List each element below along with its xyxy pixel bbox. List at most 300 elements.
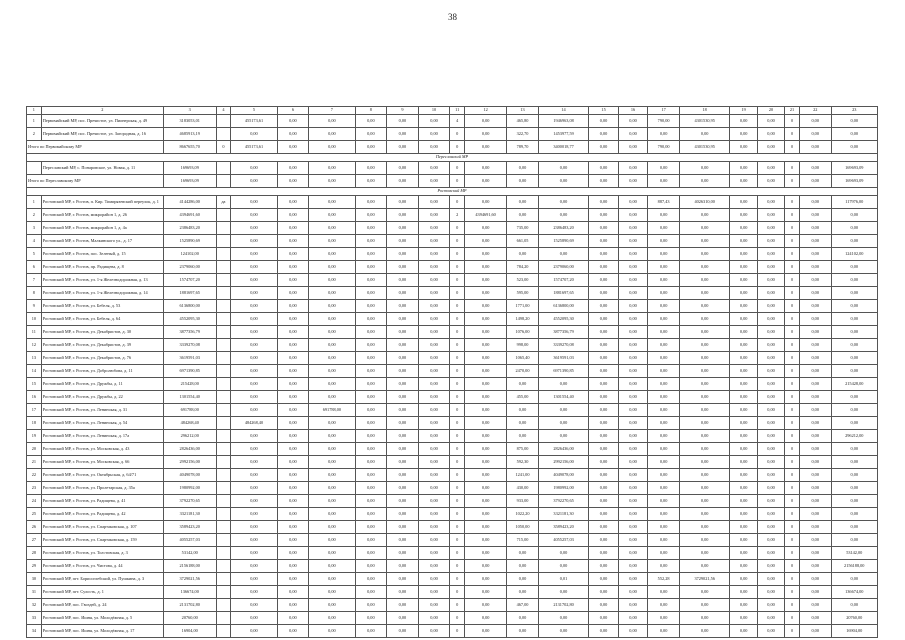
table-cell: 0 [785,162,800,175]
table-cell: 19 [27,430,42,443]
table-cell: 0,00 [679,128,730,141]
table-cell: 0,00 [355,365,387,378]
table-cell: 0,00 [831,222,877,235]
table-cell: 0,00 [679,443,730,456]
table-cell: 124102,00 [831,248,877,261]
table-cell: 0,00 [277,352,309,365]
table-cell: 0,00 [679,391,730,404]
table-cell: 0,00 [679,521,730,534]
table-cell: 0 [450,404,465,417]
table-cell: 0,00 [831,287,877,300]
table-cell: 0,00 [418,599,450,612]
table-cell: 0,00 [757,508,784,521]
table-cell: 2386483,20 [163,222,216,235]
table-cell: 0,00 [418,612,450,625]
table-cell: 32 [27,599,42,612]
table-cell: 0,00 [309,391,355,404]
table-cell: 0 [450,365,465,378]
table-cell: 0,00 [589,586,618,599]
table-cell: 1574707,20 [538,274,589,287]
table-cell: 0,00 [648,625,680,638]
table-cell: 0,00 [799,560,831,573]
table-cell: 6136800,00 [163,300,216,313]
table-cell: 0,00 [831,300,877,313]
address-cell: Ростовский МР, г. Ростов, ул. Чистова, д. 44 [41,560,163,573]
table-cell: 0,00 [387,521,419,534]
table-cell: 0,00 [799,209,831,222]
table-cell: 0,00 [277,521,309,534]
table-cell: 0,00 [679,222,730,235]
table-cell: 3339270,08 [163,339,216,352]
address-cell: Ростовский МР, г. Ростов, пр. Радищева, д. 8 [41,261,163,274]
total-cell: 0,00 [799,175,831,188]
table-cell [216,287,231,300]
table-cell: 0 [785,222,800,235]
table-cell: 0,00 [730,235,757,248]
table-cell: 0,00 [387,196,419,209]
table-cell: 0 [450,612,465,625]
table-cell: 0,00 [277,534,309,547]
table-cell: 592,30 [507,456,539,469]
table-cell: 0,00 [799,261,831,274]
address-cell: Переславский МР, с. Понаровское, ул. Новая, д. 11 [41,162,163,175]
table-cell: 6136800,00 [538,300,589,313]
table-cell: 6 [27,261,42,274]
table-cell: 0,00 [418,417,450,430]
table-cell [216,417,231,430]
table-cell: 0,00 [589,482,618,495]
total-cell: 0,00 [231,175,277,188]
table-cell: 0 [785,547,800,560]
table-cell: 0,00 [799,430,831,443]
table-cell: 0 [450,261,465,274]
table-cell: 0,00 [465,287,507,300]
table-cell: 0 [785,443,800,456]
table-cell: 0,00 [648,162,680,175]
table-cell: 0,00 [730,313,757,326]
table-cell: 0,00 [418,482,450,495]
table-cell: 0,00 [589,274,618,287]
table-cell: 3183053,01 [163,115,216,128]
table-cell: 0,00 [757,196,784,209]
table-row [27,586,878,599]
table-cell: 15 [27,378,42,391]
table-cell: 3589423,20 [538,521,589,534]
table-cell: 0,00 [309,248,355,261]
table-cell: 0,00 [355,404,387,417]
table-cell: 0,00 [799,378,831,391]
table-cell: 0,00 [538,404,589,417]
table-cell: 0 [450,417,465,430]
table-cell: 1771,00 [507,300,539,313]
table-cell: 0 [785,599,800,612]
table-cell: 0 [450,495,465,508]
total-cell: 0 [450,175,465,188]
table-cell: 0,00 [355,287,387,300]
table-cell: 0 [450,162,465,175]
table-cell: 0,00 [799,599,831,612]
column-number: 3 [163,107,216,115]
table-cell: 6971390,85 [538,365,589,378]
table-cell: 0,00 [355,222,387,235]
table-cell [216,365,231,378]
table-cell: 0,00 [831,456,877,469]
table-cell: 0,00 [799,326,831,339]
section-header-row [27,188,878,196]
table-cell: 0,00 [418,313,450,326]
table-cell: 0,00 [730,417,757,430]
page-number: 38 [448,12,457,22]
table-cell: 0,00 [618,599,647,612]
table-cell: 0,00 [355,586,387,599]
table-cell: 0 [450,128,465,141]
table-cell: 0 [785,352,800,365]
total-cell: 0 [785,141,800,154]
table-cell: 0,00 [507,404,539,417]
table-cell: 0,00 [309,560,355,573]
table-cell: 0,00 [507,417,539,430]
table-cell: 0,00 [589,560,618,573]
table-cell: 215428,00 [163,378,216,391]
table-cell: 1301554,40 [163,391,216,404]
address-cell: Ростовский МР, г. Ростов, ул. Толстовская, д. 3 [41,547,163,560]
table-cell [216,313,231,326]
table-cell: 0,00 [589,339,618,352]
table-cell: 0,00 [387,469,419,482]
table-cell: 0,00 [507,612,539,625]
table-cell: 8 [27,287,42,300]
table-cell: 3339270,08 [538,339,589,352]
table-cell: 0,00 [618,326,647,339]
table-cell: 0,00 [231,508,277,521]
table-cell: 0,00 [418,339,450,352]
table-cell: 0 [785,248,800,261]
table-cell: 0,00 [277,599,309,612]
table-cell: 0,00 [538,196,589,209]
table-cell: 0,00 [355,248,387,261]
table-cell: 0,00 [679,313,730,326]
table-cell: 0,00 [387,495,419,508]
table-cell: 0,00 [309,162,355,175]
table-cell: 2156188,00 [831,560,877,573]
table-cell: 0,00 [618,365,647,378]
column-number: 23 [831,107,877,115]
table-cell: 0,00 [231,521,277,534]
table-cell: 0,00 [799,625,831,638]
table-cell: 0,00 [730,469,757,482]
table-cell: 0,00 [730,261,757,274]
table-cell: 0 [450,547,465,560]
table-cell: 0,00 [799,196,831,209]
table-cell: 0,00 [618,261,647,274]
table-cell: 0,00 [730,612,757,625]
table-cell: 4552095,30 [538,313,589,326]
table-cell: 0,00 [418,274,450,287]
table-row [27,313,878,326]
table-cell: 0,00 [355,469,387,482]
table-cell: 0,00 [355,339,387,352]
table-cell [216,599,231,612]
address-cell: Ростовский МР, г. Ростов, ул. Ленинская, д. 31 [41,404,163,417]
table-cell: 0,00 [387,274,419,287]
table-row [27,248,878,261]
table-cell: 0,00 [309,430,355,443]
table-cell: 12 [27,339,42,352]
column-number: 22 [799,107,831,115]
table-cell: 2 [27,128,42,141]
table-row [27,326,878,339]
column-number-row [27,107,878,115]
table-cell: 0,00 [231,430,277,443]
table-cell: 0 [785,417,800,430]
table-cell [216,115,231,128]
table-cell: 0,00 [355,547,387,560]
table-cell: 0,00 [648,495,680,508]
table-cell: 2992156,00 [163,456,216,469]
table-cell: 0,00 [277,547,309,560]
table-cell: 20 [27,443,42,456]
table-cell: 0,00 [231,547,277,560]
table-cell: 0,00 [277,469,309,482]
column-number: 11 [450,107,465,115]
address-cell: Ростовский МР, г. Ростов, микрорайон 1, д. 26 [41,209,163,222]
table-cell: 0,00 [309,365,355,378]
table-cell: 0 [785,430,800,443]
table-cell: 0 [450,391,465,404]
table-cell [216,222,231,235]
table-cell: 0,00 [648,508,680,521]
table-cell: 0,00 [799,313,831,326]
table-cell: 0,00 [679,162,730,175]
table-cell: 0,00 [231,162,277,175]
table-cell: 455,00 [507,391,539,404]
table-cell: 0,00 [679,482,730,495]
table-cell: 0,00 [730,352,757,365]
table-cell: 0,00 [757,586,784,599]
table-cell: 0,00 [679,586,730,599]
table-cell: 0,00 [355,560,387,573]
table-cell: 0,00 [679,404,730,417]
table-cell: 0,00 [757,521,784,534]
table-cell: 215428,00 [831,378,877,391]
table-cell [216,469,231,482]
table-cell: 0 [450,300,465,313]
table-cell: 0,00 [387,300,419,313]
table-cell: 0,00 [799,456,831,469]
table-cell: 0,00 [277,326,309,339]
table-cell: 0,00 [831,599,877,612]
table-cell [216,209,231,222]
total-cell: 0,00 [309,175,355,188]
total-cell: 0,00 [418,141,450,154]
table-row [27,625,878,638]
table-cell: 0,00 [387,365,419,378]
table-cell: 0,00 [231,482,277,495]
table-cell: 0,00 [465,612,507,625]
table-cell: 3792270,65 [538,495,589,508]
table-cell: 0,00 [277,115,309,128]
table-cell: 0,00 [730,586,757,599]
address-cell: Ростовский МР, г. Ростов, ул. Декабристов, д. 39 [41,339,163,352]
table-cell: 0,00 [589,573,618,586]
table-cell: 0,00 [418,534,450,547]
table-cell: 0,00 [418,430,450,443]
table-cell: 0,00 [465,560,507,573]
table-row [27,115,878,128]
table-cell: 0,00 [309,417,355,430]
table-cell: 0,00 [231,209,277,222]
table-cell: 0,00 [309,378,355,391]
table-cell: 0,00 [730,508,757,521]
table-cell: 0,00 [679,287,730,300]
table-cell: 0,00 [648,209,680,222]
table-cell: 0,00 [618,196,647,209]
table-cell: 0 [785,482,800,495]
table-cell: 0,00 [277,274,309,287]
table-cell: 0,00 [757,115,784,128]
column-number: 2 [41,107,163,115]
table-cell [216,625,231,638]
table-cell: 136674,00 [831,586,877,599]
table-cell: 484268,40 [163,417,216,430]
total-cell: 0,00 [418,175,450,188]
table-cell: 0,00 [355,352,387,365]
table-cell: 0,00 [418,573,450,586]
table-cell: 0,00 [277,339,309,352]
table-cell: 0,00 [231,534,277,547]
table-cell: 0,00 [589,469,618,482]
table-cell: 0,00 [831,417,877,430]
table-cell: 0,00 [648,287,680,300]
table-row [27,391,878,404]
table-cell: 18 [27,417,42,430]
table-cell: 0,00 [757,248,784,261]
table-cell: 0,00 [589,300,618,313]
table-cell: 0,00 [618,586,647,599]
column-number: 18 [679,107,730,115]
table-cell: 0,00 [418,248,450,261]
table-cell: 0,00 [231,365,277,378]
table-cell: 0,00 [465,521,507,534]
table-cell: 0,00 [387,352,419,365]
table-cell: 0,00 [648,261,680,274]
table-cell: 0,00 [465,313,507,326]
table-row [27,612,878,625]
table-cell: 0,00 [538,547,589,560]
table-cell: 0,00 [831,404,877,417]
table-cell: 0,00 [465,261,507,274]
table-cell [216,352,231,365]
table-cell: 0,00 [387,430,419,443]
table-cell: 0 [785,586,800,599]
table-cell: 0,00 [355,274,387,287]
table-cell: 1241,00 [507,469,539,482]
table-cell: 0,00 [418,128,450,141]
table-cell: 0 [450,443,465,456]
table-cell: 0,00 [757,209,784,222]
table-cell: 10 [27,313,42,326]
table-cell: 2131702,80 [538,599,589,612]
table-cell: 0,00 [757,560,784,573]
table-cell: 3321181,30 [538,508,589,521]
table-cell: 0,00 [679,495,730,508]
table-cell: 4 [450,115,465,128]
table-cell: 0,00 [277,209,309,222]
table-cell: 1 [27,115,42,128]
table-cell: 0,00 [730,339,757,352]
table-cell: 0,00 [387,443,419,456]
table-cell: 0,00 [355,209,387,222]
table-cell: 3321181,30 [163,508,216,521]
column-number: 5 [231,107,277,115]
table-cell: 0,00 [679,339,730,352]
table-cell: 0,00 [231,300,277,313]
table-cell: 0,00 [799,274,831,287]
table-cell: 0,00 [355,313,387,326]
table-cell: 0,00 [648,365,680,378]
table-cell: 0 [785,560,800,573]
table-cell: 0,00 [648,274,680,287]
table-cell: 2379060,00 [538,261,589,274]
table-cell: 0,00 [648,326,680,339]
table-cell: 0 [785,404,800,417]
table-cell [216,248,231,261]
table-cell [216,274,231,287]
table-cell: 0,00 [387,128,419,141]
table-cell: 0,00 [799,128,831,141]
table-cell: 0 [785,495,800,508]
table-cell: 0,00 [589,599,618,612]
address-cell: Ростовский МР, г. Ростов, ул. Московская, д. 43 [41,443,163,456]
table-cell: 1065,40 [507,352,539,365]
table-cell: 0,00 [831,313,877,326]
address-cell: Ростовский МР, г. Ростов, ул. Бебеля, д. 64 [41,313,163,326]
table-cell: 0,00 [799,352,831,365]
table-cell: 0,00 [538,430,589,443]
table-cell: 0,00 [465,625,507,638]
table-cell: 0,00 [648,404,680,417]
table-cell: 0,00 [618,313,647,326]
table-cell: 0,00 [231,339,277,352]
table-cell: 691788,00 [309,404,355,417]
table-cell: 0,00 [231,352,277,365]
table-cell: 0,00 [418,456,450,469]
table-cell: 0 [450,560,465,573]
table-cell: 1574707,20 [163,274,216,287]
table-cell: 0,00 [538,612,589,625]
table-cell: 0,00 [589,235,618,248]
table-cell: 3877356,79 [538,326,589,339]
table-cell: 0 [450,274,465,287]
table-cell [216,456,231,469]
table-cell: 0,00 [309,573,355,586]
table-cell: 0,00 [418,261,450,274]
table-cell: 0 [450,222,465,235]
table-cell: 0,00 [277,430,309,443]
table-row [27,352,878,365]
table-cell: 0,00 [507,209,539,222]
table-cell: 0,00 [799,339,831,352]
table-cell: 0,00 [831,128,877,141]
table-cell: 53142,00 [163,547,216,560]
table-cell: 3589423,20 [163,521,216,534]
table-cell: 0,00 [618,560,647,573]
table-row [27,300,878,313]
table-row [27,274,878,287]
total-cell: 455173,61 [231,141,277,154]
table-cell: 0,00 [799,391,831,404]
table-cell: 0,00 [589,287,618,300]
